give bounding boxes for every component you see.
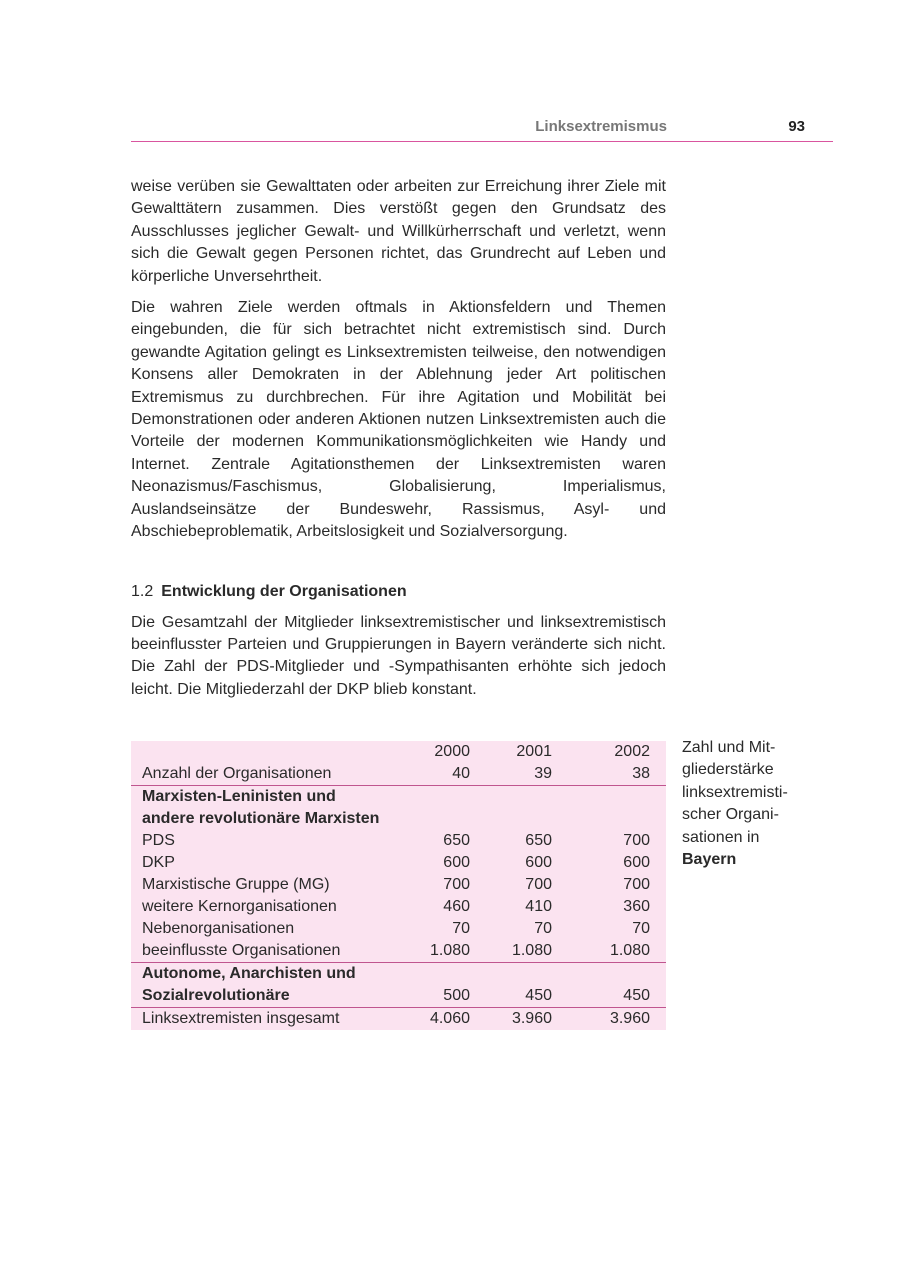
row-label: DKP — [142, 854, 175, 871]
row-label: beeinflusste Organisationen — [142, 942, 341, 959]
year-2002: 2002 — [614, 743, 650, 760]
cell-value: 650 — [525, 832, 552, 849]
cell-value: 650 — [443, 832, 470, 849]
cell-value: 40 — [452, 765, 470, 782]
year-2000: 2000 — [434, 743, 470, 760]
cell-value: 600 — [443, 854, 470, 871]
cell-value: 600 — [525, 854, 552, 871]
cell-value: 700 — [623, 832, 650, 849]
paragraph-3: Die Gesamtzahl der Mitglieder linksextremistischer und linksextremistisch beeinflusster Parteien und Gruppierungen in Bayern veränderte sich nicht. Die Zahl der PDS-Mitglieder und -Sympathisanten erhöhte sich jedoch leicht. Die Mitgliederzahl der DKP blieb konstant. — [131, 613, 666, 698]
cell-value: 500 — [443, 987, 470, 1004]
cell-value: 410 — [525, 898, 552, 915]
cell-value: 4.060 — [388, 1008, 470, 1031]
cell-value: 38 — [632, 765, 650, 782]
cell-value: 1.080 — [609, 942, 650, 959]
section-number: 1.2 — [131, 582, 154, 600]
cell-value: 700 — [525, 876, 552, 893]
table-row — [131, 830, 666, 852]
section-title: Entwicklung der Organisationen — [161, 582, 407, 600]
group-heading: Autonome, Anarchisten und — [131, 963, 666, 986]
table-row — [131, 896, 666, 918]
table-row — [131, 940, 666, 963]
row-label: Marxistische Gruppe (MG) — [142, 876, 330, 893]
section-heading — [131, 581, 666, 603]
table-caption: Zahl und Mit- gliederstärke linksextremisti- scher Organi- sationen in Bayern — [682, 739, 788, 869]
cell-value: 450 — [525, 987, 552, 1004]
membership-table — [131, 741, 666, 1030]
table-row — [131, 763, 666, 786]
cell-value: 700 — [623, 876, 650, 893]
cell-value: 70 — [452, 920, 470, 937]
table-row — [131, 918, 666, 940]
table-row — [131, 874, 666, 896]
row-label: Linksextremisten insgesamt — [131, 1008, 388, 1031]
cell-value: 460 — [443, 898, 470, 915]
cell-value: 360 — [623, 898, 650, 915]
row-label: PDS — [142, 832, 175, 849]
body-text — [131, 176, 666, 710]
page-header — [131, 117, 833, 142]
table-header-row — [131, 741, 666, 763]
row-label: weitere Kernorganisationen — [142, 898, 337, 915]
row-label: Anzahl der Organisationen — [142, 765, 332, 782]
cell-value: 39 — [534, 765, 552, 782]
cell-value: 3.960 — [552, 1008, 666, 1031]
cell-value: 70 — [632, 920, 650, 937]
cell-value: 70 — [534, 920, 552, 937]
cell-value: 1.080 — [429, 942, 470, 959]
paragraph-1: weise verüben sie Gewalttaten oder arbeiten zur Erreichung ihrer Ziele mit Gewalttätern zusammen. Dies verstößt gegen den Grundsatz des Ausschlusses jeglicher Gewalt- und Willkürherrschaft und verletzt, wenn sich die Gewalt gegen Personen richtet, das Grundrecht auf Leben und körperliche Unversehrtheit. — [131, 178, 666, 285]
group-heading: Marxisten-Leninisten und andere revolutionäre Marxisten — [131, 786, 666, 831]
cell-value: 700 — [443, 876, 470, 893]
table-row — [131, 985, 666, 1008]
cell-value: 450 — [623, 987, 650, 1004]
paragraph-2: Die wahren Ziele werden oftmals in Aktionsfeldern und Themen eingebunden, die für sich betrachtet nicht extremistisch sind. Durch gewandte Agitation gelingt es Linksextremisten teilweise, den notwendigen Konsens aller Demokraten in der Ablehnung jeder Art politischen Extremismus zu durchbrechen. Für ihre Agitation und Mobilität bei Demonstrationen oder anderen Aktionen nutzen Linksextremisten auch die Vorteile der modernen Kommunikationsmöglichkeiten wie Handy und Internet. Zentrale Agitationsthemen der Linksextremisten waren Neonazismus/Faschismus, Globalisierung, Imperialismus, Auslandseinsätze der Bundeswehr, Rassismus, Asyl- und Abschiebeproblematik, Arbeitslosigkeit und Sozialversorgung. — [131, 299, 666, 541]
row-label: Sozialrevolutionäre — [142, 987, 290, 1004]
cell-value: 1.080 — [511, 942, 552, 959]
group-heading-row — [131, 963, 666, 986]
table-row — [131, 852, 666, 874]
total-row — [131, 1008, 666, 1031]
cell-value: 600 — [623, 854, 650, 871]
page-number: 93 — [788, 118, 805, 135]
running-head-section: Linksextremismus — [535, 118, 667, 135]
group-heading-row — [131, 786, 666, 831]
year-2001: 2001 — [516, 743, 552, 760]
cell-value: 3.960 — [470, 1008, 552, 1031]
row-label: Nebenorganisationen — [142, 920, 295, 937]
